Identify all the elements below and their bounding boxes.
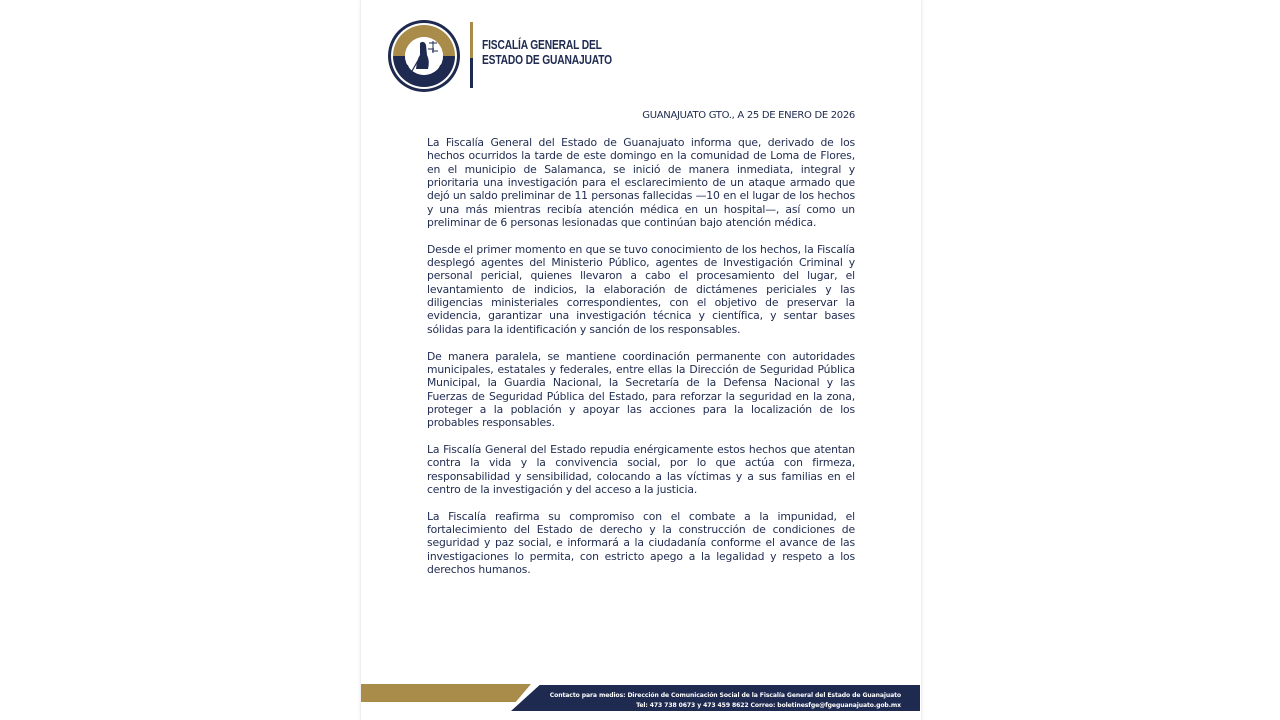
footer-gold-band — [361, 684, 531, 702]
paragraph: Desde el primer momento en que se tuvo conocimiento de los hechos, la Fiscalía desplegó agentes del Ministerio Público, agentes de Investigación Criminal y personal pericial, quienes llevaron a cabo el procesamiento del lugar, el levantamiento de indicios, la elaboración de dictámenes periciales y las diligencias ministeriales correspondientes, con el objetivo de preservar la evidencia, garantizar una investigación técnica y científica, y sentar bases sólidas para la identificación y sanción de los responsables. — [427, 242, 855, 336]
paragraph: De manera paralela, se mantiene coordinación permanente con autoridades municipales, estatales y federales, entre ellas la Dirección de Seguridad Pública Municipal, la Guardia Nacional, la Secretaría de la Defensa Nacional y las Fuerzas de Seguridad Pública del Estado, para reforzar la seguridad en la zona, proteger a la población y apoyar las acciones para la localización de los probables responsables. — [427, 349, 855, 430]
organization-line-2: ESTADO DE GUANAJUATO — [482, 53, 612, 67]
date-line: GUANAJUATO GTO., A 25 DE ENERO DE 2026 — [642, 110, 855, 121]
footer-contact — [550, 691, 901, 710]
fiscalia-seal-logo — [387, 19, 461, 93]
contact-line-1: Contacto para medios: Dirección de Comunicación Social de la Fiscalía General del Estado de Guanajuato — [549, 692, 901, 699]
paragraph: La Fiscalía reafirma su compromiso con el combate a la impunidad, el fortalecimiento del Estado de derecho y la construcción de condiciones de seguridad y paz social, e informará a la ciudadanía conforme el avance de las investigaciones lo permita, con estricto apego a la legalidad y respeto a los derechos humanos. — [427, 509, 855, 576]
organization-line-1: FISCALÍA GENERAL DEL — [482, 38, 602, 52]
document-page — [360, 0, 922, 720]
press-release-body — [427, 136, 855, 590]
contact-line-2: Tel: 473 738 0673 y 473 459 8622 Correo: boletinesfge@fgeguanajuato.gob.mx — [636, 701, 901, 709]
paragraph: La Fiscalía General del Estado repudia enérgicamente estos hechos que atentan contra la vida y la convivencia social, por lo que actúa con firmeza, responsabilidad y sensibilidad, colocando a las víctimas y a sus familias en el centro de la investigación y del acceso a la justicia. — [427, 442, 855, 496]
paragraph: La Fiscalía General del Estado de Guanajuato informa que, derivado de los hechos ocurridos la tarde de este domingo en la comunidad de Loma de Flores, en el municipio de Salamanca, se inició de manera inmediata, integral y prioritaria una investigación para el esclarecimiento de un ataque armado que dejó un saldo preliminar de 11 personas fallecidas —10 en el lugar de los hechos y una más mientras recibía atención médica en un hospital—, así como un preliminar de 6 personas lesionadas que continúan bajo atención médica. — [427, 136, 855, 230]
header-divider — [470, 22, 473, 88]
organization-name — [482, 38, 612, 68]
